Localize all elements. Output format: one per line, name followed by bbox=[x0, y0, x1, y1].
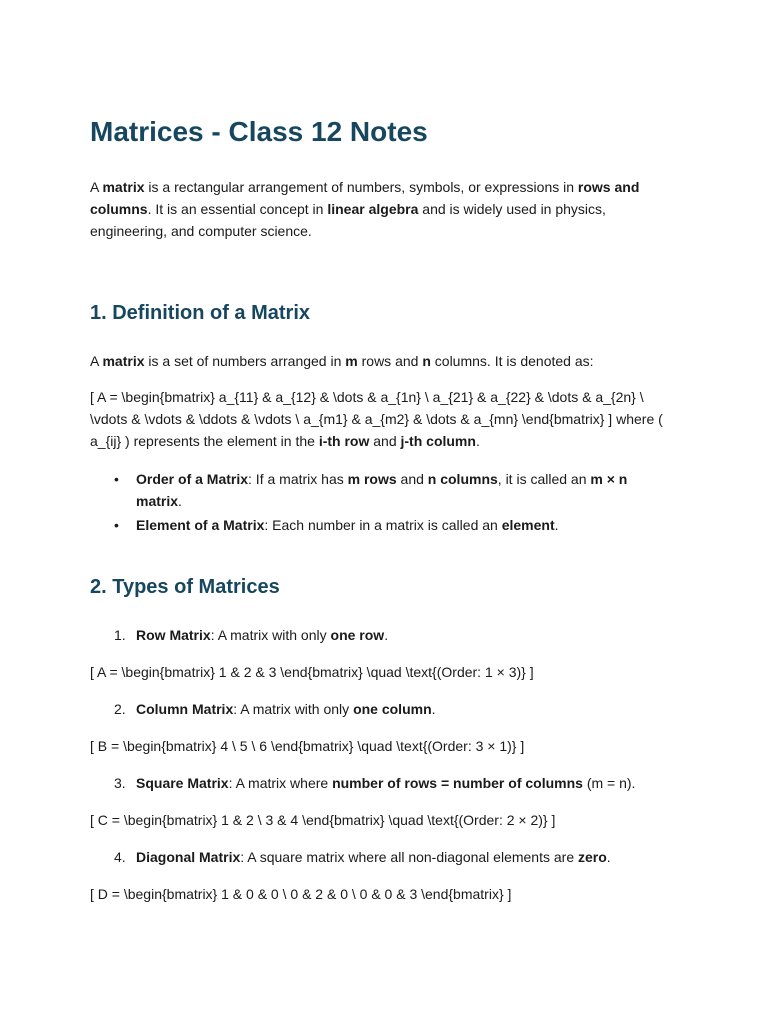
section-heading-types: 2. Types of Matrices bbox=[90, 576, 280, 598]
equation-where-2: and bbox=[369, 433, 401, 449]
bullet-bold-order: Order of a Matrix bbox=[136, 471, 249, 487]
equation-latex: [ A = \begin{bmatrix} a_{11} & a_{12} & \dots & a_{1n} \ a_{21} & a_{22} & \dots & a_{2n} \ \vdots & \vdots & \ddots & \vdots \ a_{m1} & a_{m2} & \dots & a_{mn} \end{bmatrix} ] bbox=[90, 389, 644, 427]
bullet-dot: • bbox=[114, 517, 119, 533]
document-content bbox=[90, 112, 675, 905]
def-text-2: is a set of numbers arranged in bbox=[144, 353, 346, 369]
item-bold-key: one row bbox=[330, 627, 385, 643]
bullet-text: : If a matrix has bbox=[248, 471, 348, 487]
equation-where-1: where ( a_{ij} ) represents the element in the bbox=[90, 411, 663, 449]
type-item-row-matrix bbox=[90, 624, 675, 646]
item-number: 1. bbox=[114, 627, 126, 643]
def-bold-matrix: matrix bbox=[102, 353, 145, 369]
def-text-3: rows and bbox=[357, 353, 423, 369]
equation-bold-j-th-column: j-th column bbox=[400, 433, 476, 449]
general-matrix-equation bbox=[90, 386, 675, 452]
item-bold-key: one column bbox=[353, 701, 432, 717]
bullet-text: . bbox=[554, 517, 559, 533]
intro-text-4: and is widely used in physics, engineering, and computer science. bbox=[90, 201, 606, 239]
equation-square-matrix: [ C = \begin{bmatrix} 1 & 2 \ 3 & 4 \end{bmatrix} \quad \text{(Order: 2 × 2)} ] bbox=[90, 812, 556, 828]
item-bold-name: Column Matrix bbox=[136, 701, 234, 717]
def-text-1: A bbox=[90, 353, 103, 369]
bullet-text: , it is called an bbox=[497, 471, 591, 487]
definition-bullet-list bbox=[90, 468, 675, 536]
item-text: : A matrix where bbox=[228, 775, 333, 791]
bullet-bold-n-columns: n columns bbox=[427, 471, 498, 487]
item-bold-name: Square Matrix bbox=[136, 775, 229, 791]
intro-text-2: is a rectangular arrangement of numbers, symbols, or expressions in bbox=[144, 179, 578, 195]
equation-where-3: . bbox=[475, 433, 480, 449]
bullet-text: and bbox=[396, 471, 428, 487]
item-text: . bbox=[384, 627, 389, 643]
bullet-bold-element: element bbox=[501, 517, 555, 533]
item-number: 3. bbox=[114, 775, 126, 791]
def-bold-m: m bbox=[345, 353, 358, 369]
item-text: . bbox=[431, 701, 436, 717]
definition-paragraph bbox=[90, 350, 675, 372]
section-heading-definition: 1. Definition of a Matrix bbox=[90, 302, 311, 324]
type-item-column-matrix bbox=[90, 698, 675, 720]
item-text: (m = n). bbox=[582, 775, 636, 791]
item-text: : A matrix with only bbox=[233, 701, 354, 717]
type-item-square-matrix bbox=[90, 772, 675, 794]
bullet-bold-element-of-matrix: Element of a Matrix bbox=[136, 517, 265, 533]
equation-diagonal-matrix: [ D = \begin{bmatrix} 1 & 0 & 0 \ 0 & 2 & 0 \ 0 & 0 & 3 \end{bmatrix} ] bbox=[90, 886, 512, 902]
intro-text-1: A bbox=[90, 179, 103, 195]
item-bold-key: zero bbox=[578, 849, 607, 865]
item-bold-name: Diagonal Matrix bbox=[136, 849, 241, 865]
item-text: : A matrix with only bbox=[210, 627, 331, 643]
item-bold-name: Row Matrix bbox=[136, 627, 211, 643]
bullet-text: . bbox=[178, 493, 182, 509]
intro-bold-matrix: matrix bbox=[102, 179, 145, 195]
item-text: : A square matrix where all non-diagonal elements are bbox=[240, 849, 578, 865]
intro-bold-rows-columns: rows and columns bbox=[90, 179, 640, 217]
item-text: . bbox=[606, 849, 611, 865]
bullet-dot: • bbox=[114, 471, 119, 487]
bullet-bold-m-by-n: m × n matrix bbox=[136, 471, 628, 509]
page-title: Matrices - Class 12 Notes bbox=[90, 116, 428, 147]
item-number: 2. bbox=[114, 701, 126, 717]
intro-paragraph bbox=[90, 176, 675, 242]
equation-row-matrix: [ A = \begin{bmatrix} 1 & 2 & 3 \end{bmatrix} \quad \text{(Order: 1 × 3)} ] bbox=[90, 664, 534, 680]
bullet-element-of-matrix bbox=[90, 514, 675, 536]
intro-bold-linear-algebra: linear algebra bbox=[327, 201, 419, 217]
def-text-4: columns. It is denoted as: bbox=[430, 353, 594, 369]
bullet-text: : Each number in a matrix is called an bbox=[264, 517, 502, 533]
bullet-bold-m-rows: m rows bbox=[347, 471, 397, 487]
type-item-diagonal-matrix bbox=[90, 846, 675, 868]
item-bold-key: number of rows = number of columns bbox=[332, 775, 583, 791]
equation-column-matrix: [ B = \begin{bmatrix} 4 \ 5 \ 6 \end{bmatrix} \quad \text{(Order: 3 × 1)} ] bbox=[90, 738, 525, 754]
equation-bold-i-th-row: i-th row bbox=[318, 433, 370, 449]
item-number: 4. bbox=[114, 849, 126, 865]
intro-text-3: . It is an essential concept in bbox=[147, 201, 328, 217]
bullet-order-of-matrix bbox=[90, 468, 675, 512]
def-bold-n: n bbox=[422, 353, 431, 369]
